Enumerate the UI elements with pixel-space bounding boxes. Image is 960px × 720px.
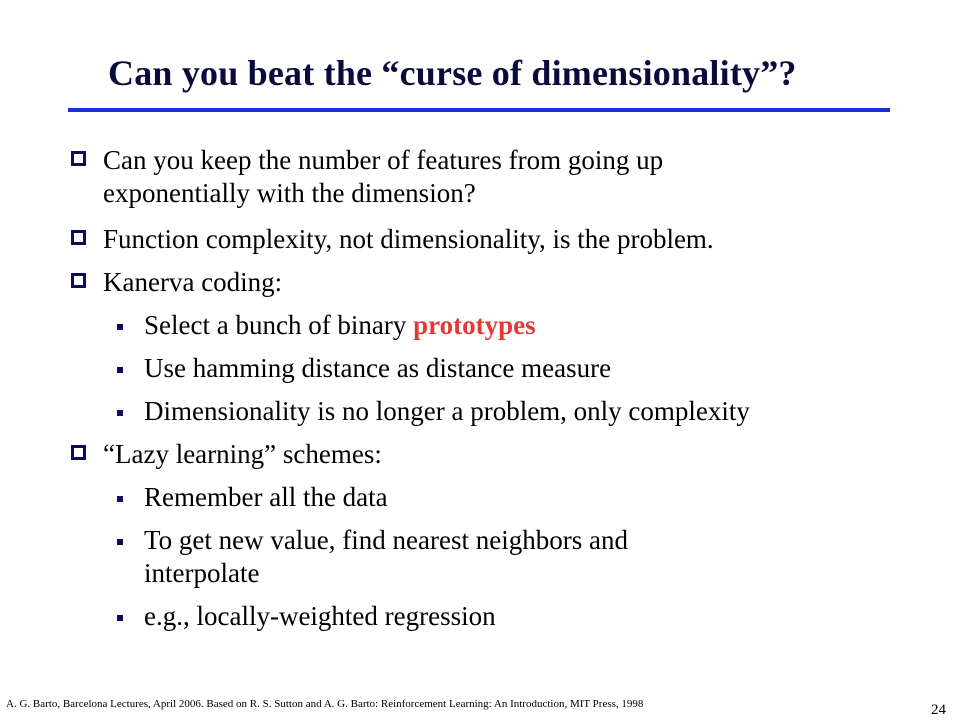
bullet-3-sub-1 (144, 309, 536, 342)
bullet-3-sub-3: Dimensionality is no longer a problem, only complexity (144, 396, 750, 426)
bullet-4-sub-2-line-1: To get new value, find nearest neighbors and (144, 525, 628, 555)
small-square-bullet-icon (117, 410, 123, 416)
bullet-3-sub-2: Use hamming distance as distance measure (144, 353, 612, 383)
bullet-4-sub-1: Remember all the data (144, 482, 388, 512)
footer-citation: A. G. Barto, Barcelona Lectures, April 2006. Based on R. S. Sutton and A. G. Barto: Reinforcement Learning: An Introduction, MIT Press, 1998 (6, 698, 644, 710)
bullet-3: Kanerva coding: (103, 267, 283, 297)
square-bullet-icon (71, 230, 86, 245)
bullet-4-sub-3: e.g., locally-weighted regression (144, 601, 496, 631)
slide-title: Can you beat the “curse of dimensionality”? (108, 53, 797, 93)
bullet-4-sub-2-line-2: interpolate (144, 558, 260, 588)
prototypes-highlight: prototypes (413, 310, 536, 340)
small-square-bullet-icon (117, 496, 123, 502)
square-bullet-icon (71, 445, 86, 460)
bullet-1-line-2: exponentially with the dimension? (103, 178, 476, 208)
square-bullet-icon (71, 273, 86, 288)
small-square-bullet-icon (117, 367, 123, 373)
title-underline (68, 108, 890, 112)
bullet-4: “Lazy learning” schemes: (103, 439, 382, 469)
small-square-bullet-icon (117, 539, 123, 545)
bullet-1-line-1: Can you keep the number of features from going up (103, 145, 664, 175)
bullet-2: Function complexity, not dimensionality, is the problem. (103, 224, 714, 254)
square-bullet-icon (71, 151, 86, 166)
small-square-bullet-icon (117, 324, 123, 330)
bullet-3-sub-1-text: Select a bunch of binary (144, 310, 414, 340)
page-number: 24 (931, 702, 946, 718)
small-square-bullet-icon (117, 615, 123, 621)
